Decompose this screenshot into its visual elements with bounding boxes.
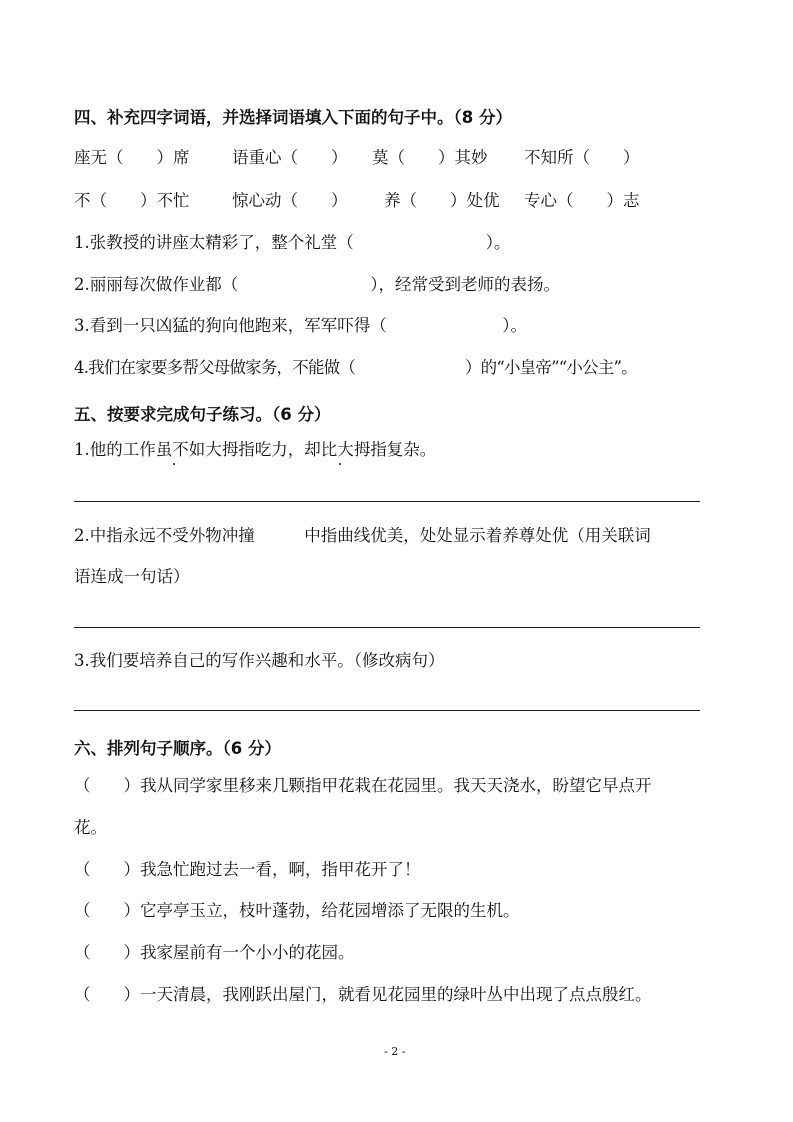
page-number: - 2 - — [384, 1045, 406, 1058]
answer-line-1[interactable] — [74, 501, 700, 502]
sentence-exercise-2-line-2: 语连成一句话） — [74, 567, 190, 586]
idiom-4: 不知所（ ） — [524, 148, 640, 167]
order-item-2: （ ）我急忙跑过去一看，啊，指甲花开了！ — [74, 860, 421, 879]
answer-line-3[interactable] — [74, 710, 700, 711]
idiom-7: 养（ ）处优 — [384, 191, 500, 210]
emphasis-dot — [339, 463, 341, 465]
section-5-heading: 五、按要求完成句子练习。（6 分） — [74, 405, 331, 424]
section-4-heading: 四、补充四字词语，并选择词语填入下面的句子中。（8 分） — [74, 108, 512, 127]
order-item-5: （ ）一天清晨，我刚跃出屋门，就看见花园里的绿叶丛中出现了点点殷红。 — [74, 985, 652, 1004]
idiom-3: 莫（ ）其妙 — [372, 148, 488, 167]
order-item-3: （ ）它亭亭玉立，枝叶蓬勃，给花园增添了无限的生机。 — [74, 901, 520, 920]
order-item-1: （ ）我从同学家里移来几颗指甲花栽在花园里。我天天浇水，盼望它早点开 — [74, 776, 652, 795]
order-item-4: （ ）我家屋前有一个小小的花园。 — [74, 943, 355, 962]
idiom-1: 座无（ ）席 — [74, 148, 190, 167]
idiom-8: 专心（ ）志 — [524, 191, 640, 210]
fill-sentence-3: 3.看到一只凶猛的狗向他跑来，军军吓得（ ）。 — [74, 316, 527, 335]
fill-sentence-4: 4.我们在家要多帮父母做家务，不能做（ ）的“小皇帝”“小公主”。 — [74, 358, 637, 377]
sentence-exercise-1: 1.他的工作虽不如大拇指吃力，却比大拇指复杂。 — [74, 440, 437, 459]
answer-line-2[interactable] — [74, 627, 700, 628]
order-item-1-continued: 花。 — [74, 818, 107, 837]
idiom-2: 语重心（ ） — [232, 148, 348, 167]
idiom-5: 不（ ）不忙 — [74, 191, 190, 210]
fill-sentence-2: 2.丽丽每次做作业都（ ），经常受到老师的表扬。 — [74, 275, 560, 294]
idiom-6: 惊心动（ ） — [232, 191, 348, 210]
sentence-exercise-2-line-1: 2.中指永远不受外物冲撞 中指曲线优美，处处显示着养尊处优（用关联词 — [74, 526, 651, 545]
section-6-heading: 六、排列句子顺序。（6 分） — [74, 739, 281, 758]
emphasis-dot — [173, 463, 175, 465]
sentence-exercise-3: 3.我们要培养自己的写作兴趣和水平。（修改病句） — [74, 651, 445, 670]
fill-sentence-1: 1.张教授的讲座太精彩了，整个礼堂（ ）。 — [74, 233, 511, 252]
